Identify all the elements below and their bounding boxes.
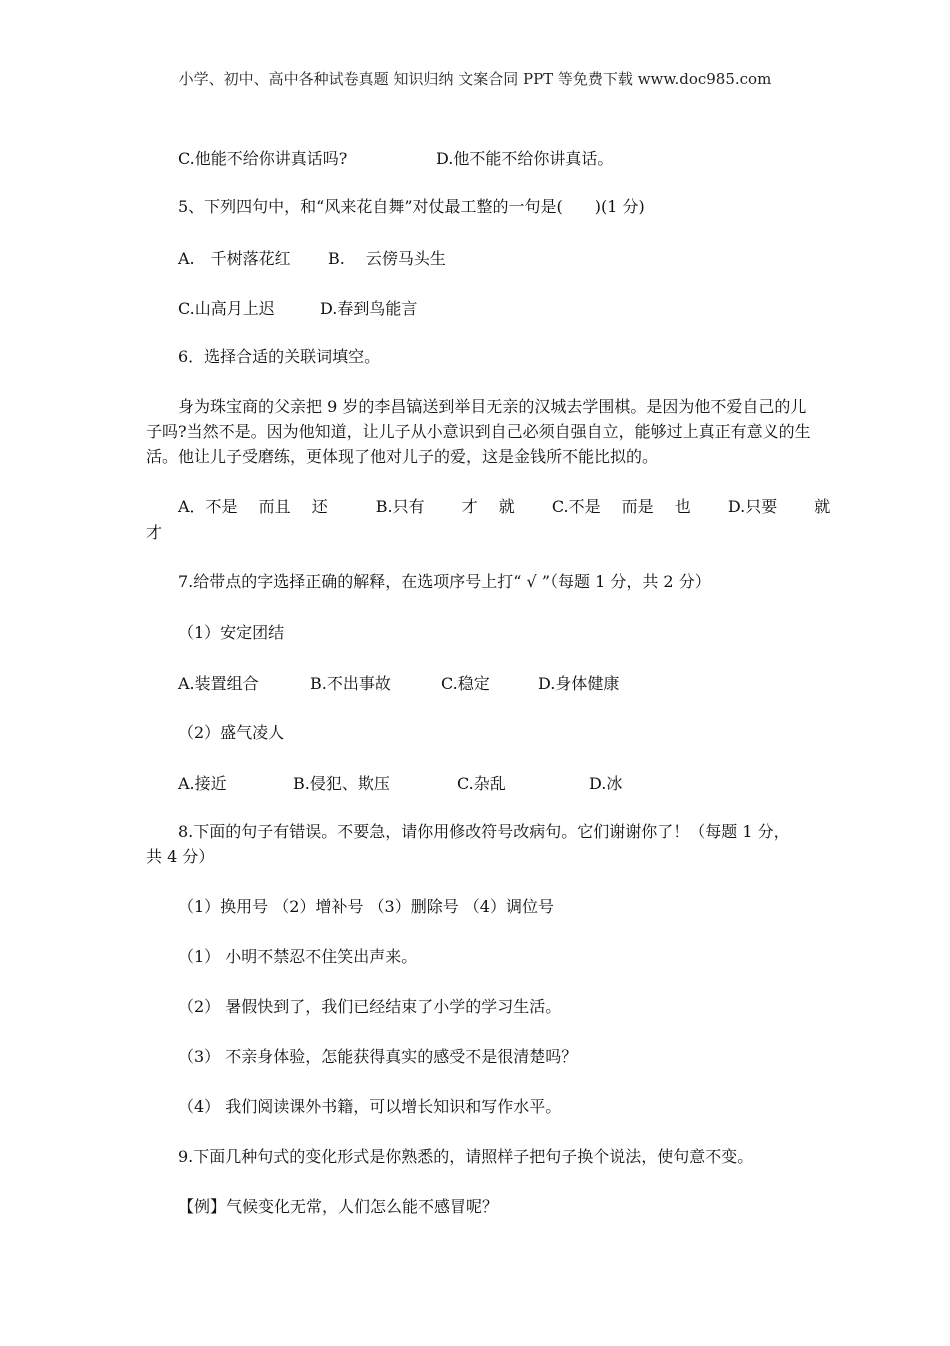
page-header: 小学、初中、高中各种试卷真题 知识归纳 文案合同 PPT 等免费下载 www.doc985.com xyxy=(178,70,772,88)
q8-item-3: （3） 不亲身体验，怎能获得真实的感受不是很清楚吗？ xyxy=(178,1047,578,1066)
q5-option-b: B. 云傍马头生 xyxy=(328,249,446,268)
q4-option-d: D.他不能不给你讲真话。 xyxy=(436,149,614,168)
q8-item-4: （4） 我们阅读课外书籍，可以增长知识和写作水平。 xyxy=(178,1097,562,1116)
q6-options-line1: A．不是 而且 还 B.只有 才 就 C.不是 而是 也 D.只要 就 xyxy=(178,497,831,516)
q7-title: 7.给带点的字选择正确的解释，在选项序号上打“ √ ”（每题 1 分，共 2 分） xyxy=(178,572,711,591)
q6-passage: 身为珠宝商的父亲把 9 岁的李昌镐送到举目无亲的汉城去学围棋。是因为他不爱自己的儿子吗?当然不是。因为他知道，让儿子从小意识到自己必须自强自立，能够过上真正有意义的生活。他让儿子受磨练，更体现了他对儿子的爱，这是金钱所不能比拟的。 xyxy=(146,397,811,466)
q7-sub1-option-a: A.装置组合 xyxy=(178,674,259,693)
q4-option-c: C.他能不给你讲真话吗? xyxy=(178,149,348,168)
q5-option-c: C.山高月上迟 xyxy=(178,299,275,318)
q7-sub1-option-b: B.不出事故 xyxy=(310,674,391,693)
q7-sub2-option-d: D.冰 xyxy=(589,774,623,793)
q7-sub1-option-c: C.稳定 xyxy=(441,674,490,693)
q7-sub2-label: （2）盛气凌人 xyxy=(178,723,285,742)
q7-sub1-label: （1）安定团结 xyxy=(178,623,285,642)
q7-sub1-option-d: D.身体健康 xyxy=(538,674,620,693)
q7-sub2-option-a: A.接近 xyxy=(178,774,227,793)
q5-option-d: D.春到鸟能言 xyxy=(320,299,418,318)
q8-item-1: （1） 小明不禁忍不住笑出声来。 xyxy=(178,947,418,966)
q8-title-line2: 共 4 分） xyxy=(146,847,215,866)
q5-option-a: A. 千树落花红 xyxy=(178,249,291,268)
q8-item-2: （2） 暑假快到了，我们已经结束了小学的学习生活。 xyxy=(178,997,562,1016)
q7-sub2-option-c: C.杂乱 xyxy=(457,774,506,793)
q8-symbols: （1）换用号 （2）增补号 （3）删除号 （4）调位号 xyxy=(178,897,554,916)
q8-title-line1: 8.下面的句子有错误。不要急，请你用修改符号改病句。它们谢谢你了！（每题 1 分， xyxy=(178,822,790,841)
q6-title: 6．选择合适的关联词填空。 xyxy=(178,347,381,366)
q9-example: 【例】气候变化无常，人们怎么能不感冒呢？ xyxy=(178,1197,499,1216)
q9-title: 9.下面几种句式的变化形式是你熟悉的，请照样子把句子换个说法，使句意不变。 xyxy=(178,1147,754,1166)
q5-title: 5、下列四句中，和“风来花自舞”对仗最工整的一句是( )(1 分) xyxy=(178,197,645,216)
q7-sub2-option-b: B.侵犯、欺压 xyxy=(293,774,390,793)
q6-options-line2: 才 xyxy=(146,523,163,542)
